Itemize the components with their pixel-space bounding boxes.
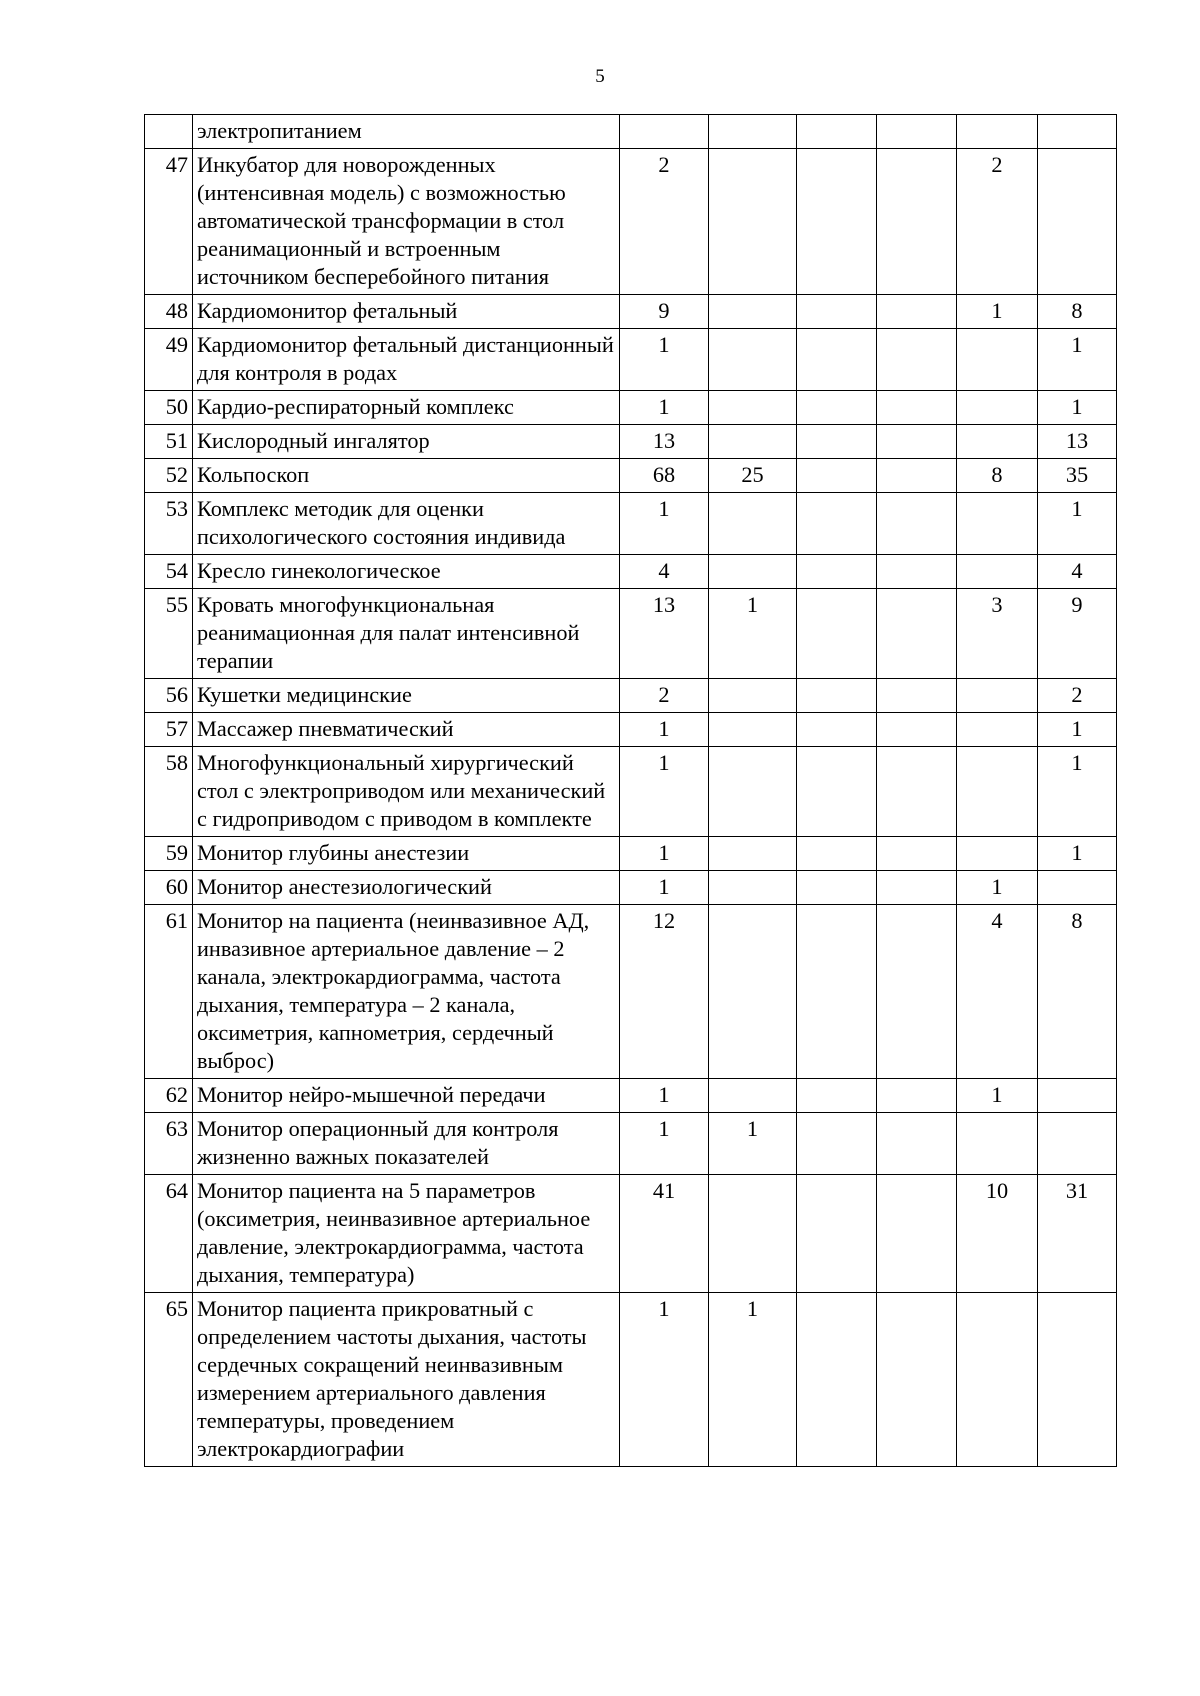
item-name: Монитор пациента на 5 параметров (оксиметрия, неинвазивное артериальное давление, электрокардиограмма, частота дыхания, температура) xyxy=(193,1175,620,1293)
total-quantity: 4 xyxy=(620,555,709,589)
row-number: 53 xyxy=(145,493,193,555)
quantity-col-2 xyxy=(797,589,877,679)
total-quantity: 68 xyxy=(620,459,709,493)
quantity-col-4 xyxy=(957,837,1038,871)
total-quantity: 1 xyxy=(620,1113,709,1175)
table-row xyxy=(145,713,1117,747)
quantity-col-2 xyxy=(797,459,877,493)
quantity-col-2 xyxy=(797,295,877,329)
quantity-col-2 xyxy=(797,1293,877,1467)
total-quantity: 1 xyxy=(620,493,709,555)
quantity-col-5: 8 xyxy=(1038,905,1117,1079)
quantity-col-4 xyxy=(957,679,1038,713)
row-number: 57 xyxy=(145,713,193,747)
table-row xyxy=(145,493,1117,555)
item-name: Монитор анестезиологический xyxy=(193,871,620,905)
row-number: 63 xyxy=(145,1113,193,1175)
quantity-col-2 xyxy=(797,1079,877,1113)
item-name: Монитор пациента прикроватный с определением частоты дыхания, частоты сердечных сокращений неинвазивным измерением артериального давления температуры, проведением электрокардиографии xyxy=(193,1293,620,1467)
quantity-col-4: 1 xyxy=(957,871,1038,905)
row-number: 61 xyxy=(145,905,193,1079)
quantity-col-4: 3 xyxy=(957,589,1038,679)
quantity-col-4 xyxy=(957,747,1038,837)
page-number: 5 xyxy=(595,66,605,87)
quantity-col-1 xyxy=(709,555,797,589)
quantity-col-5: 35 xyxy=(1038,459,1117,493)
quantity-col-1: 25 xyxy=(709,459,797,493)
quantity-col-3 xyxy=(877,1079,957,1113)
quantity-col-4 xyxy=(957,1293,1038,1467)
quantity-col-2 xyxy=(797,871,877,905)
quantity-col-5: 1 xyxy=(1038,837,1117,871)
total-quantity: 1 xyxy=(620,1079,709,1113)
quantity-col-2 xyxy=(797,555,877,589)
quantity-col-1 xyxy=(709,679,797,713)
total-quantity: 13 xyxy=(620,589,709,679)
quantity-col-4 xyxy=(957,329,1038,391)
quantity-col-4 xyxy=(957,115,1038,149)
quantity-col-3 xyxy=(877,679,957,713)
row-number: 58 xyxy=(145,747,193,837)
quantity-col-1 xyxy=(709,1079,797,1113)
quantity-col-1 xyxy=(709,425,797,459)
total-quantity xyxy=(620,115,709,149)
table-row xyxy=(145,1079,1117,1113)
quantity-col-2 xyxy=(797,837,877,871)
quantity-col-4: 4 xyxy=(957,905,1038,1079)
quantity-col-5 xyxy=(1038,1079,1117,1113)
quantity-col-2 xyxy=(797,747,877,837)
quantity-col-3 xyxy=(877,589,957,679)
quantity-col-1 xyxy=(709,1175,797,1293)
table-row xyxy=(145,1293,1117,1467)
item-name: Комплекс методик для оценки психологического состояния индивида xyxy=(193,493,620,555)
quantity-col-5: 8 xyxy=(1038,295,1117,329)
quantity-col-5: 13 xyxy=(1038,425,1117,459)
quantity-col-4: 1 xyxy=(957,1079,1038,1113)
quantity-col-2 xyxy=(797,1113,877,1175)
quantity-col-5 xyxy=(1038,1293,1117,1467)
row-number xyxy=(145,115,193,149)
quantity-col-5: 1 xyxy=(1038,493,1117,555)
total-quantity: 9 xyxy=(620,295,709,329)
row-number: 59 xyxy=(145,837,193,871)
item-name: Кольпоскоп xyxy=(193,459,620,493)
quantity-col-5: 1 xyxy=(1038,713,1117,747)
item-name: Монитор глубины анестезии xyxy=(193,837,620,871)
quantity-col-4 xyxy=(957,391,1038,425)
quantity-col-1: 1 xyxy=(709,1113,797,1175)
quantity-col-5: 9 xyxy=(1038,589,1117,679)
table-row xyxy=(145,391,1117,425)
row-number: 54 xyxy=(145,555,193,589)
quantity-col-2 xyxy=(797,493,877,555)
quantity-col-3 xyxy=(877,295,957,329)
quantity-col-1 xyxy=(709,713,797,747)
quantity-col-1 xyxy=(709,905,797,1079)
quantity-col-2 xyxy=(797,905,877,1079)
table-row xyxy=(145,149,1117,295)
quantity-col-3 xyxy=(877,1293,957,1467)
table-row xyxy=(145,1113,1117,1175)
total-quantity: 2 xyxy=(620,149,709,295)
quantity-col-3 xyxy=(877,149,957,295)
quantity-col-4 xyxy=(957,555,1038,589)
quantity-col-5: 1 xyxy=(1038,391,1117,425)
quantity-col-5 xyxy=(1038,871,1117,905)
quantity-col-3 xyxy=(877,713,957,747)
item-name: Кардио-респираторный комплекс xyxy=(193,391,620,425)
quantity-col-3 xyxy=(877,905,957,1079)
table-row xyxy=(145,871,1117,905)
quantity-col-3 xyxy=(877,1113,957,1175)
quantity-col-1 xyxy=(709,329,797,391)
row-number: 65 xyxy=(145,1293,193,1467)
table-row xyxy=(145,1175,1117,1293)
equipment-table-body xyxy=(145,115,1117,1467)
total-quantity: 1 xyxy=(620,837,709,871)
total-quantity: 41 xyxy=(620,1175,709,1293)
quantity-col-4: 1 xyxy=(957,295,1038,329)
equipment-table xyxy=(144,114,1117,1467)
quantity-col-4 xyxy=(957,713,1038,747)
quantity-col-1 xyxy=(709,871,797,905)
row-number: 47 xyxy=(145,149,193,295)
quantity-col-5 xyxy=(1038,1113,1117,1175)
quantity-col-1 xyxy=(709,295,797,329)
table-row xyxy=(145,679,1117,713)
item-name: Монитор операционный для контроля жизненно важных показателей xyxy=(193,1113,620,1175)
quantity-col-1 xyxy=(709,493,797,555)
total-quantity: 1 xyxy=(620,391,709,425)
item-name: Многофункциональный хирургический стол с электроприводом или механический с гидроприводом с приводом в комплекте xyxy=(193,747,620,837)
quantity-col-5 xyxy=(1038,115,1117,149)
total-quantity: 13 xyxy=(620,425,709,459)
quantity-col-4: 2 xyxy=(957,149,1038,295)
quantity-col-1: 1 xyxy=(709,589,797,679)
item-name: Кушетки медицинские xyxy=(193,679,620,713)
quantity-col-4 xyxy=(957,493,1038,555)
quantity-col-3 xyxy=(877,871,957,905)
quantity-col-3 xyxy=(877,391,957,425)
quantity-col-3 xyxy=(877,1175,957,1293)
quantity-col-2 xyxy=(797,115,877,149)
quantity-col-5 xyxy=(1038,149,1117,295)
quantity-col-1 xyxy=(709,747,797,837)
quantity-col-3 xyxy=(877,425,957,459)
row-number: 48 xyxy=(145,295,193,329)
quantity-col-5: 1 xyxy=(1038,747,1117,837)
total-quantity: 1 xyxy=(620,713,709,747)
quantity-col-5: 2 xyxy=(1038,679,1117,713)
item-name: Кресло гинекологическое xyxy=(193,555,620,589)
row-number: 64 xyxy=(145,1175,193,1293)
item-name: электропитанием xyxy=(193,115,620,149)
quantity-col-1 xyxy=(709,837,797,871)
quantity-col-3 xyxy=(877,493,957,555)
row-number: 55 xyxy=(145,589,193,679)
table-row xyxy=(145,329,1117,391)
total-quantity: 2 xyxy=(620,679,709,713)
table-row xyxy=(145,555,1117,589)
quantity-col-1 xyxy=(709,149,797,295)
item-name: Массажер пневматический xyxy=(193,713,620,747)
table-row xyxy=(145,295,1117,329)
quantity-col-4 xyxy=(957,425,1038,459)
quantity-col-2 xyxy=(797,329,877,391)
quantity-col-4: 8 xyxy=(957,459,1038,493)
row-number: 50 xyxy=(145,391,193,425)
quantity-col-3 xyxy=(877,555,957,589)
quantity-col-2 xyxy=(797,425,877,459)
total-quantity: 1 xyxy=(620,871,709,905)
quantity-col-5: 1 xyxy=(1038,329,1117,391)
table-row xyxy=(145,459,1117,493)
quantity-col-2 xyxy=(797,1175,877,1293)
quantity-col-3 xyxy=(877,747,957,837)
quantity-col-2 xyxy=(797,679,877,713)
total-quantity: 1 xyxy=(620,1293,709,1467)
quantity-col-2 xyxy=(797,149,877,295)
item-name: Кардиомонитор фетальный дистанционный для контроля в родах xyxy=(193,329,620,391)
row-number: 52 xyxy=(145,459,193,493)
quantity-col-1: 1 xyxy=(709,1293,797,1467)
row-number: 49 xyxy=(145,329,193,391)
table-row xyxy=(145,425,1117,459)
row-number: 51 xyxy=(145,425,193,459)
item-name: Кислородный ингалятор xyxy=(193,425,620,459)
item-name: Монитор на пациента (неинвазивное АД, инвазивное артериальное давление – 2 канала, электрокардиограмма, частота дыхания, температура – 2 канала, оксиметрия, капнометрия, сердечный выброс) xyxy=(193,905,620,1079)
item-name: Кардиомонитор фетальный xyxy=(193,295,620,329)
quantity-col-3 xyxy=(877,837,957,871)
quantity-col-1 xyxy=(709,391,797,425)
quantity-col-4: 10 xyxy=(957,1175,1038,1293)
row-number: 62 xyxy=(145,1079,193,1113)
quantity-col-3 xyxy=(877,115,957,149)
total-quantity: 1 xyxy=(620,329,709,391)
quantity-col-2 xyxy=(797,391,877,425)
quantity-col-4 xyxy=(957,1113,1038,1175)
quantity-col-5: 4 xyxy=(1038,555,1117,589)
table-row xyxy=(145,747,1117,837)
item-name: Кровать многофункциональная реанимационная для палат интенсивной терапии xyxy=(193,589,620,679)
quantity-col-1 xyxy=(709,115,797,149)
item-name: Монитор нейро-мышечной передачи xyxy=(193,1079,620,1113)
quantity-col-2 xyxy=(797,713,877,747)
table-row xyxy=(145,905,1117,1079)
total-quantity: 12 xyxy=(620,905,709,1079)
quantity-col-3 xyxy=(877,459,957,493)
table-row xyxy=(145,589,1117,679)
item-name: Инкубатор для новорожденных (интенсивная модель) с возможностью автоматической трансформации в стол реанимационный и встроенным источником бесперебойного питания xyxy=(193,149,620,295)
table-row xyxy=(145,837,1117,871)
total-quantity: 1 xyxy=(620,747,709,837)
row-number: 60 xyxy=(145,871,193,905)
table-row xyxy=(145,115,1117,149)
row-number: 56 xyxy=(145,679,193,713)
quantity-col-3 xyxy=(877,329,957,391)
quantity-col-5: 31 xyxy=(1038,1175,1117,1293)
